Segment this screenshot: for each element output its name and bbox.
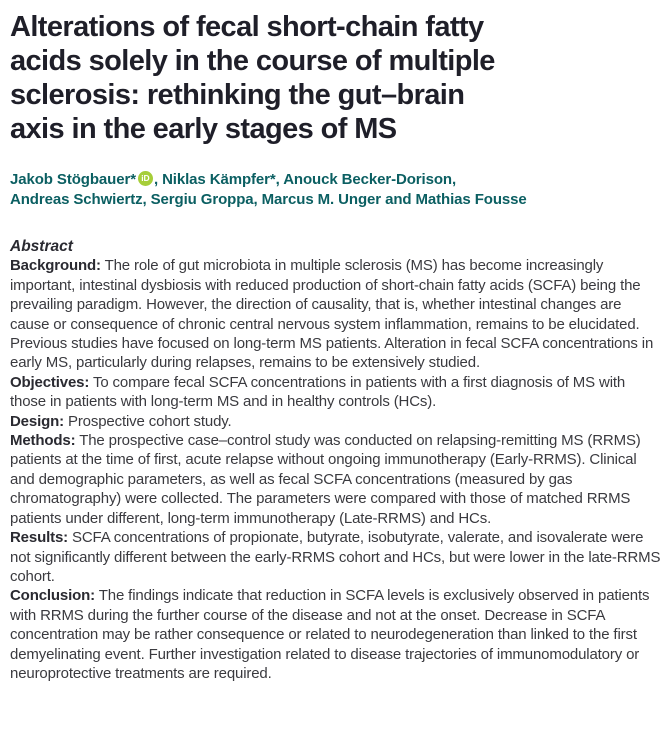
title-line-2: acids solely in the course of multiple [10,45,495,77]
abstract-section-methods [10,431,662,528]
section-label-conclusion: Conclusion: [10,587,96,605]
section-label-design: Design: [10,412,64,430]
section-label-background: Background: [10,257,101,275]
page-title [10,10,657,146]
abstract-section-background [10,256,662,372]
abstract-section-design [10,412,662,431]
author-line-2: Andreas Schwiertz, Sergiu Groppa, Marcus M. Unger and Mathias Fousse [10,191,527,208]
section-text-background: The role of gut microbiota in multiple sclerosis (MS) has become increasingly important, intestinal dysbiosis with reduced production of short-chain fatty acids (SCFA) being the prevailing paradigm. However, the direction of causality, that is, whether intestinal changes are cause or consequence of chronic central nervous system inflammation, remains to be elucidated. Previous studies have focused on long-term MS patients. Alteration in fecal SCFA concentrations in early MS, particularly during relapses, remains to be extensively studied. [10,257,654,372]
section-text-methods: The prospective case–control study was conducted on relapsing-remitting MS (RRMS) patients at the time of first, acute relapse without ongoing immunotherapy (Early-RRMS). Clinical and demographic parameters, as well as fecal SCFA concentrations (measured by gas chromatography) were collected. The parameters were compared with those of matched RRMS patients under different, long-term immunotherapy (Late-RRMS) and HCs. [10,432,641,527]
section-text-design: Prospective cohort study. [63,412,232,430]
abstract-body [10,256,662,683]
section-label-objectives: Objectives: [10,373,90,391]
author-name-first: Jakob Stögbauer* [10,171,136,188]
section-label-methods: Methods: [10,432,76,450]
author-names-rest-line1: , Niklas Kämpfer*, Anouck Becker-Dorison, [153,171,457,188]
section-text-conclusion: The findings indicate that reduction in SCFA levels is exclusively observed in patients with RRMS during the further course of the disease and not at the onset. Decrease in SCFA concentration may be rather consequence or related to neurodegeneration than linked to the first demyelinating event. Further investigation related to disease trajectories of immunomodulatory or neuroprotective treatments are required. [10,587,650,682]
abstract-section-results [10,528,662,586]
abstract-section-objectives [10,373,662,412]
abstract-heading: Abstract [10,238,73,255]
title-line-4: axis in the early stages of MS [10,113,397,145]
title-line-3: sclerosis: rethinking the gut–brain [10,79,465,111]
section-text-results: SCFA concentrations of propionate, butyrate, isobutyrate, valerate, and isovalerate were not significantly different between the early-RRMS cohort and HCs, but were lower in the late-RRMS cohort. [10,529,661,585]
section-text-objectives: To compare fecal SCFA concentrations in patients with a first diagnosis of MS with those in patients with long-term MS and in healthy controls (HCs). [10,373,626,411]
section-label-results: Results: [10,529,68,547]
author-line-1 [10,170,657,190]
abstract-section-conclusion [10,586,662,683]
author-list [10,170,657,210]
title-line-1: Alterations of fecal short-chain fatty [10,11,484,43]
orcid-icon[interactable]: iD [138,171,153,186]
